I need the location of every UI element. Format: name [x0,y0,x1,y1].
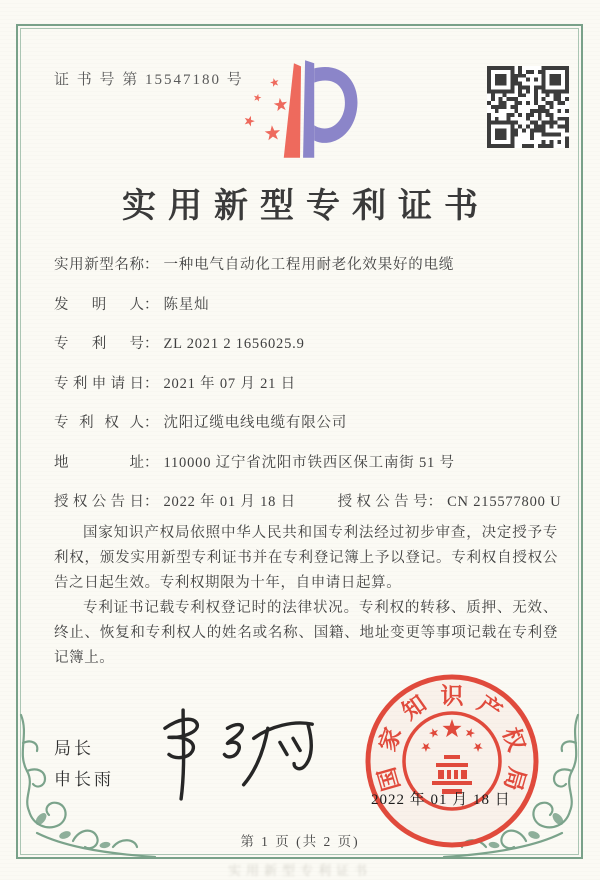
field-colon: ： [427,494,443,510]
svg-text:产: 产 [473,690,507,725]
certificate-number: 证 书 号 第 15547180 号 [54,72,244,88]
legal-text [54,521,558,671]
svg-text:国: 国 [374,764,405,794]
field-colon: ： [144,375,159,392]
field-label: 专利权人 [54,415,144,431]
svg-text:识: 识 [440,683,464,709]
page-number: 第 1 页 (共 2 页) [240,834,360,849]
field-label: 发明人 [54,296,144,313]
field-row-grant [54,490,562,510]
svg-text:权: 权 [497,724,530,755]
signer-block [54,733,114,796]
legal-paragraph-2: 专利证书记载专利权登记时的法律状况。专利权的转移、质押、无效、终止、恢复和专利权人的姓名或名称、国籍、地址变更等事项记载在专利登记簿上。 [54,599,558,666]
grant-date-pair [54,490,296,511]
field-value: 110000 辽宁省沈阳市铁西区保工南街 51 号 [163,454,455,471]
svg-text:家: 家 [374,724,407,755]
qr-code-icon [487,66,569,148]
signer-name: 申长雨 [54,770,114,790]
legal-paragraph-1: 国家知识产权局依照中华人民共和国专利法经过初步审查，决定授予专利权，颁发实用新型专利证书并在专利登记簿上予以登记。专利权自授权公告之日起生效。专利权期限为十年，自申请日起算。 [54,525,558,591]
svg-text:知: 知 [397,690,431,725]
field-label: 专利号 [54,336,144,352]
field-value: 一种电气自动化工程用耐老化效果好的电缆 [163,257,455,273]
field-colon: ： [144,257,159,273]
show-through-text: 实用新型专利证书 [227,863,372,878]
signature-shen-changyu-icon [130,698,328,814]
field-colon: ： [144,336,159,352]
field-row-inventor [54,293,562,313]
certificate-title: 实用新型专利证书 [122,188,490,225]
field-colon: ： [144,296,159,313]
field-colon: ： [144,454,159,471]
signer-role: 局长 [54,739,94,758]
field-label: 实用新型名称 [54,257,144,273]
field-value: 沈阳辽缆电线电缆有限公司 [163,415,348,431]
field-value: ZL 2021 2 1656025.9 [163,336,305,352]
field-value: CN 215577800 U [447,494,562,510]
field-label: 授权公告日 [54,494,144,510]
field-label: 专利申请日 [54,375,144,392]
field-colon: ： [144,415,159,431]
field-value: 2021 年 07 月 21 日 [163,375,296,392]
field-value: 陈星灿 [163,296,210,313]
field-row-patentee [54,411,562,431]
field-label: 地址 [54,454,144,471]
cnipa-logo-icon [233,56,365,166]
certificate-fields [54,253,562,530]
field-row-filing-date [54,372,562,392]
field-row-patent-number [54,332,562,352]
official-seal-icon [362,671,542,851]
field-label: 授权公告号 [337,494,428,510]
seal-date: 2022 年 01 月 18 日 [371,792,511,808]
grant-number-pair [338,490,562,511]
field-row-name [54,253,562,273]
field-row-address [54,451,562,471]
svg-text:局: 局 [499,764,530,794]
field-colon: ： [144,494,159,510]
field-value: 2022 年 01 月 18 日 [163,494,296,510]
